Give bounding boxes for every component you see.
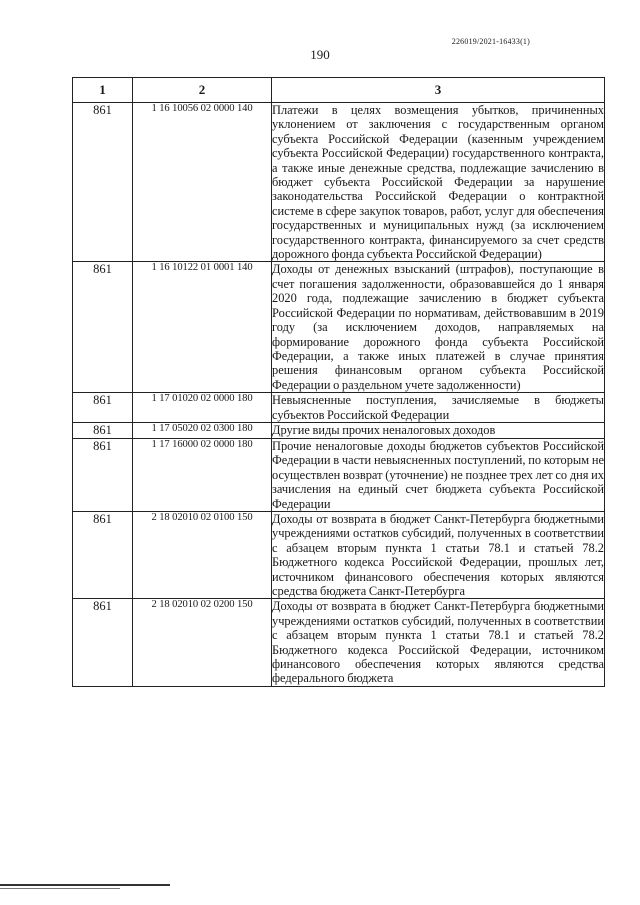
description-cell: Платежи в целях возмещения убытков, причиненных уклонением от заключения с государственным органом субъекта Российской Федерации (казенным учреждением субъекта Российской Федерации) государственного контракта, а также иные денежные средства, подлежащие зачислению в бюджет субъекта Российской Федерации за нарушение законодательства Российской Федерации о контрактной системе в сфере закупок товаров, работ, услуг для обеспечения государственных и муниципальных нужд (за исключением государственного контракта, финансируемого за счет средств дорожного фонда субъекта Российской Федерации) bbox=[272, 103, 604, 262]
document-registration-number: 226019/2021-16433(1) bbox=[451, 37, 530, 46]
table-header-row bbox=[73, 78, 605, 103]
column-header-2: 2 bbox=[133, 78, 272, 103]
table-row bbox=[73, 393, 605, 423]
table-row bbox=[73, 262, 605, 393]
table-row bbox=[73, 599, 605, 686]
description-cell: Доходы от возврата в бюджет Санкт-Петербурга бюджетными учреждениями остатков субсидий, полученных в соответствии с абзацем вторым пункта 1 статьи 78.1 и статьей 78.2 Бюджетного кодекса Российской Федерации, прошлых лет, источником финансового обеспечения которых являются средства бюджета Санкт-Петербурга bbox=[272, 511, 604, 598]
revenue-code-cell: 1 16 10122 01 0001 140 bbox=[133, 262, 272, 393]
table-row bbox=[73, 511, 605, 598]
column-header-1: 1 bbox=[73, 78, 133, 103]
description-cell: Другие виды прочих неналоговых доходов bbox=[272, 422, 605, 438]
admin-code-cell: 861 bbox=[73, 422, 133, 438]
revenue-code-cell: 1 17 16000 02 0000 180 bbox=[133, 438, 272, 511]
admin-code-cell: 861 bbox=[73, 262, 133, 393]
page-number: 190 bbox=[310, 47, 330, 62]
revenue-code-cell: 2 18 02010 02 0100 150 bbox=[133, 511, 272, 598]
admin-code-cell: 861 bbox=[73, 511, 133, 598]
description-cell: Невыясненные поступления, зачисляемые в бюджеты субъектов Российской Федерации bbox=[272, 393, 604, 422]
footer-rule bbox=[0, 884, 170, 886]
table-row bbox=[73, 422, 605, 438]
description-cell: Прочие неналоговые доходы бюджетов субъектов Российской Федерации в части невыясненных поступлений, по которым не осуществлен возврат (уточнение) не позднее трех лет со дня их зачисления на единый счет бюджета субъекта Российской Федерации bbox=[272, 438, 604, 511]
revenue-code-cell: 2 18 02010 02 0200 150 bbox=[133, 599, 272, 686]
description-cell: Доходы от денежных взысканий (штрафов), поступающие в счет погашения задолженности, образовавшейся до 1 января 2020 года, подлежащие зачислению в бюджет субъекта Российской Федерации по нормативам, действовавшим в 2019 году (за исключением доходов, направляемых на формирование дорожного фонда субъекта Российской Федерации, а также иных платежей в случае принятия решения финансовым органом субъекта Российской Федерации о раздельном учете задолженности) bbox=[272, 262, 604, 392]
column-header-3: 3 bbox=[272, 78, 605, 103]
admin-code-cell: 861 bbox=[73, 599, 133, 686]
footer-rule-secondary bbox=[0, 888, 120, 889]
revenue-code-cell: 1 16 10056 02 0000 140 bbox=[133, 103, 272, 262]
budget-codes-table bbox=[72, 77, 605, 687]
revenue-code-cell: 1 17 01020 02 0000 180 bbox=[133, 393, 272, 423]
description-cell: Доходы от возврата в бюджет Санкт-Петербурга бюджетными учреждениями остатков субсидий, полученных в соответствии с абзацем вторым пункта 1 статьи 78.1 и статьей 78.2 Бюджетного кодекса Российской Федерации, источником финансового обеспечения которых являются средства федерального бюджета bbox=[272, 599, 604, 686]
admin-code-cell: 861 bbox=[73, 103, 133, 262]
table-row bbox=[73, 103, 605, 262]
table-row bbox=[73, 438, 605, 511]
admin-code-cell: 861 bbox=[73, 438, 133, 511]
admin-code-cell: 861 bbox=[73, 393, 133, 423]
revenue-code-cell: 1 17 05020 02 0300 180 bbox=[133, 422, 272, 438]
